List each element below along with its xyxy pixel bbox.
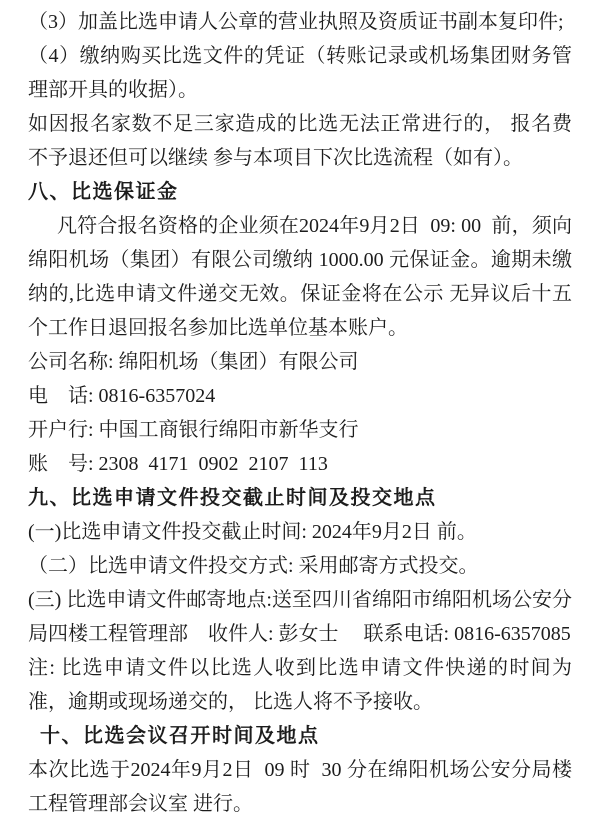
paragraph: (三) 比选申请文件邮寄地点:送至四川省绵阳市绵阳机场公安分局四楼工程管理部 收件人: 彭女士 联系电话: 0816-6357085 bbox=[28, 589, 572, 645]
section-heading: 十、比选会议召开时间及地点 bbox=[40, 725, 320, 747]
paragraph: (一)比选申请文件投交截止时间: 2024年9月2日 前。 bbox=[28, 521, 477, 543]
paragraph: （4）缴纳购买比选文件的凭证（转账记录或机场集团财务管理部开具的收据）。 bbox=[28, 45, 572, 101]
paragraph: （二）比选申请文件投交方式: 采用邮寄方式投交。 bbox=[28, 555, 479, 577]
paragraph: （3）加盖比选申请人公章的营业执照及资质证书副本复印件; bbox=[28, 11, 564, 33]
paragraph: 本次比选于2024年9月2日 09 时 30 分在绵阳机场公安分局楼工程管理部会议室 进行。 bbox=[28, 759, 572, 815]
section-heading: 九、比选申请文件投交截止时间及投交地点 bbox=[28, 487, 437, 509]
paragraph: 凡符合报名资格的企业须在2024年9月2日 09: 00 前，须向绵阳机场（集团）有限公司缴纳 1000.00 元保证金。逾期未缴纳的,比选申请文件递交无效。保证金将在公示 无异议后十五个工作日退回报名参加比选单位基本账户。 bbox=[28, 215, 572, 339]
paragraph: 账 号: 2308 4171 0902 2107 113 bbox=[28, 453, 328, 475]
paragraph: 电 话: 0816-6357024 bbox=[28, 385, 216, 407]
paragraph: 开户行: 中国工商银行绵阳市新华支行 bbox=[28, 419, 359, 441]
paragraph: 公司名称: 绵阳机场（集团）有限公司 bbox=[28, 351, 359, 373]
paragraph: 注: 比选申请文件以比选人收到比选申请文件快递的时间为准，逾期或现场递交的， 比选人将不予接收。 bbox=[28, 657, 572, 713]
document-body bbox=[28, 5, 572, 821]
section-heading: 八、比选保证金 bbox=[28, 181, 179, 203]
paragraph: 如因报名家数不足三家造成的比选无法正常进行的， 报名费不予退还但可以继续 参与本项目下次比选流程（如有）。 bbox=[28, 113, 572, 169]
